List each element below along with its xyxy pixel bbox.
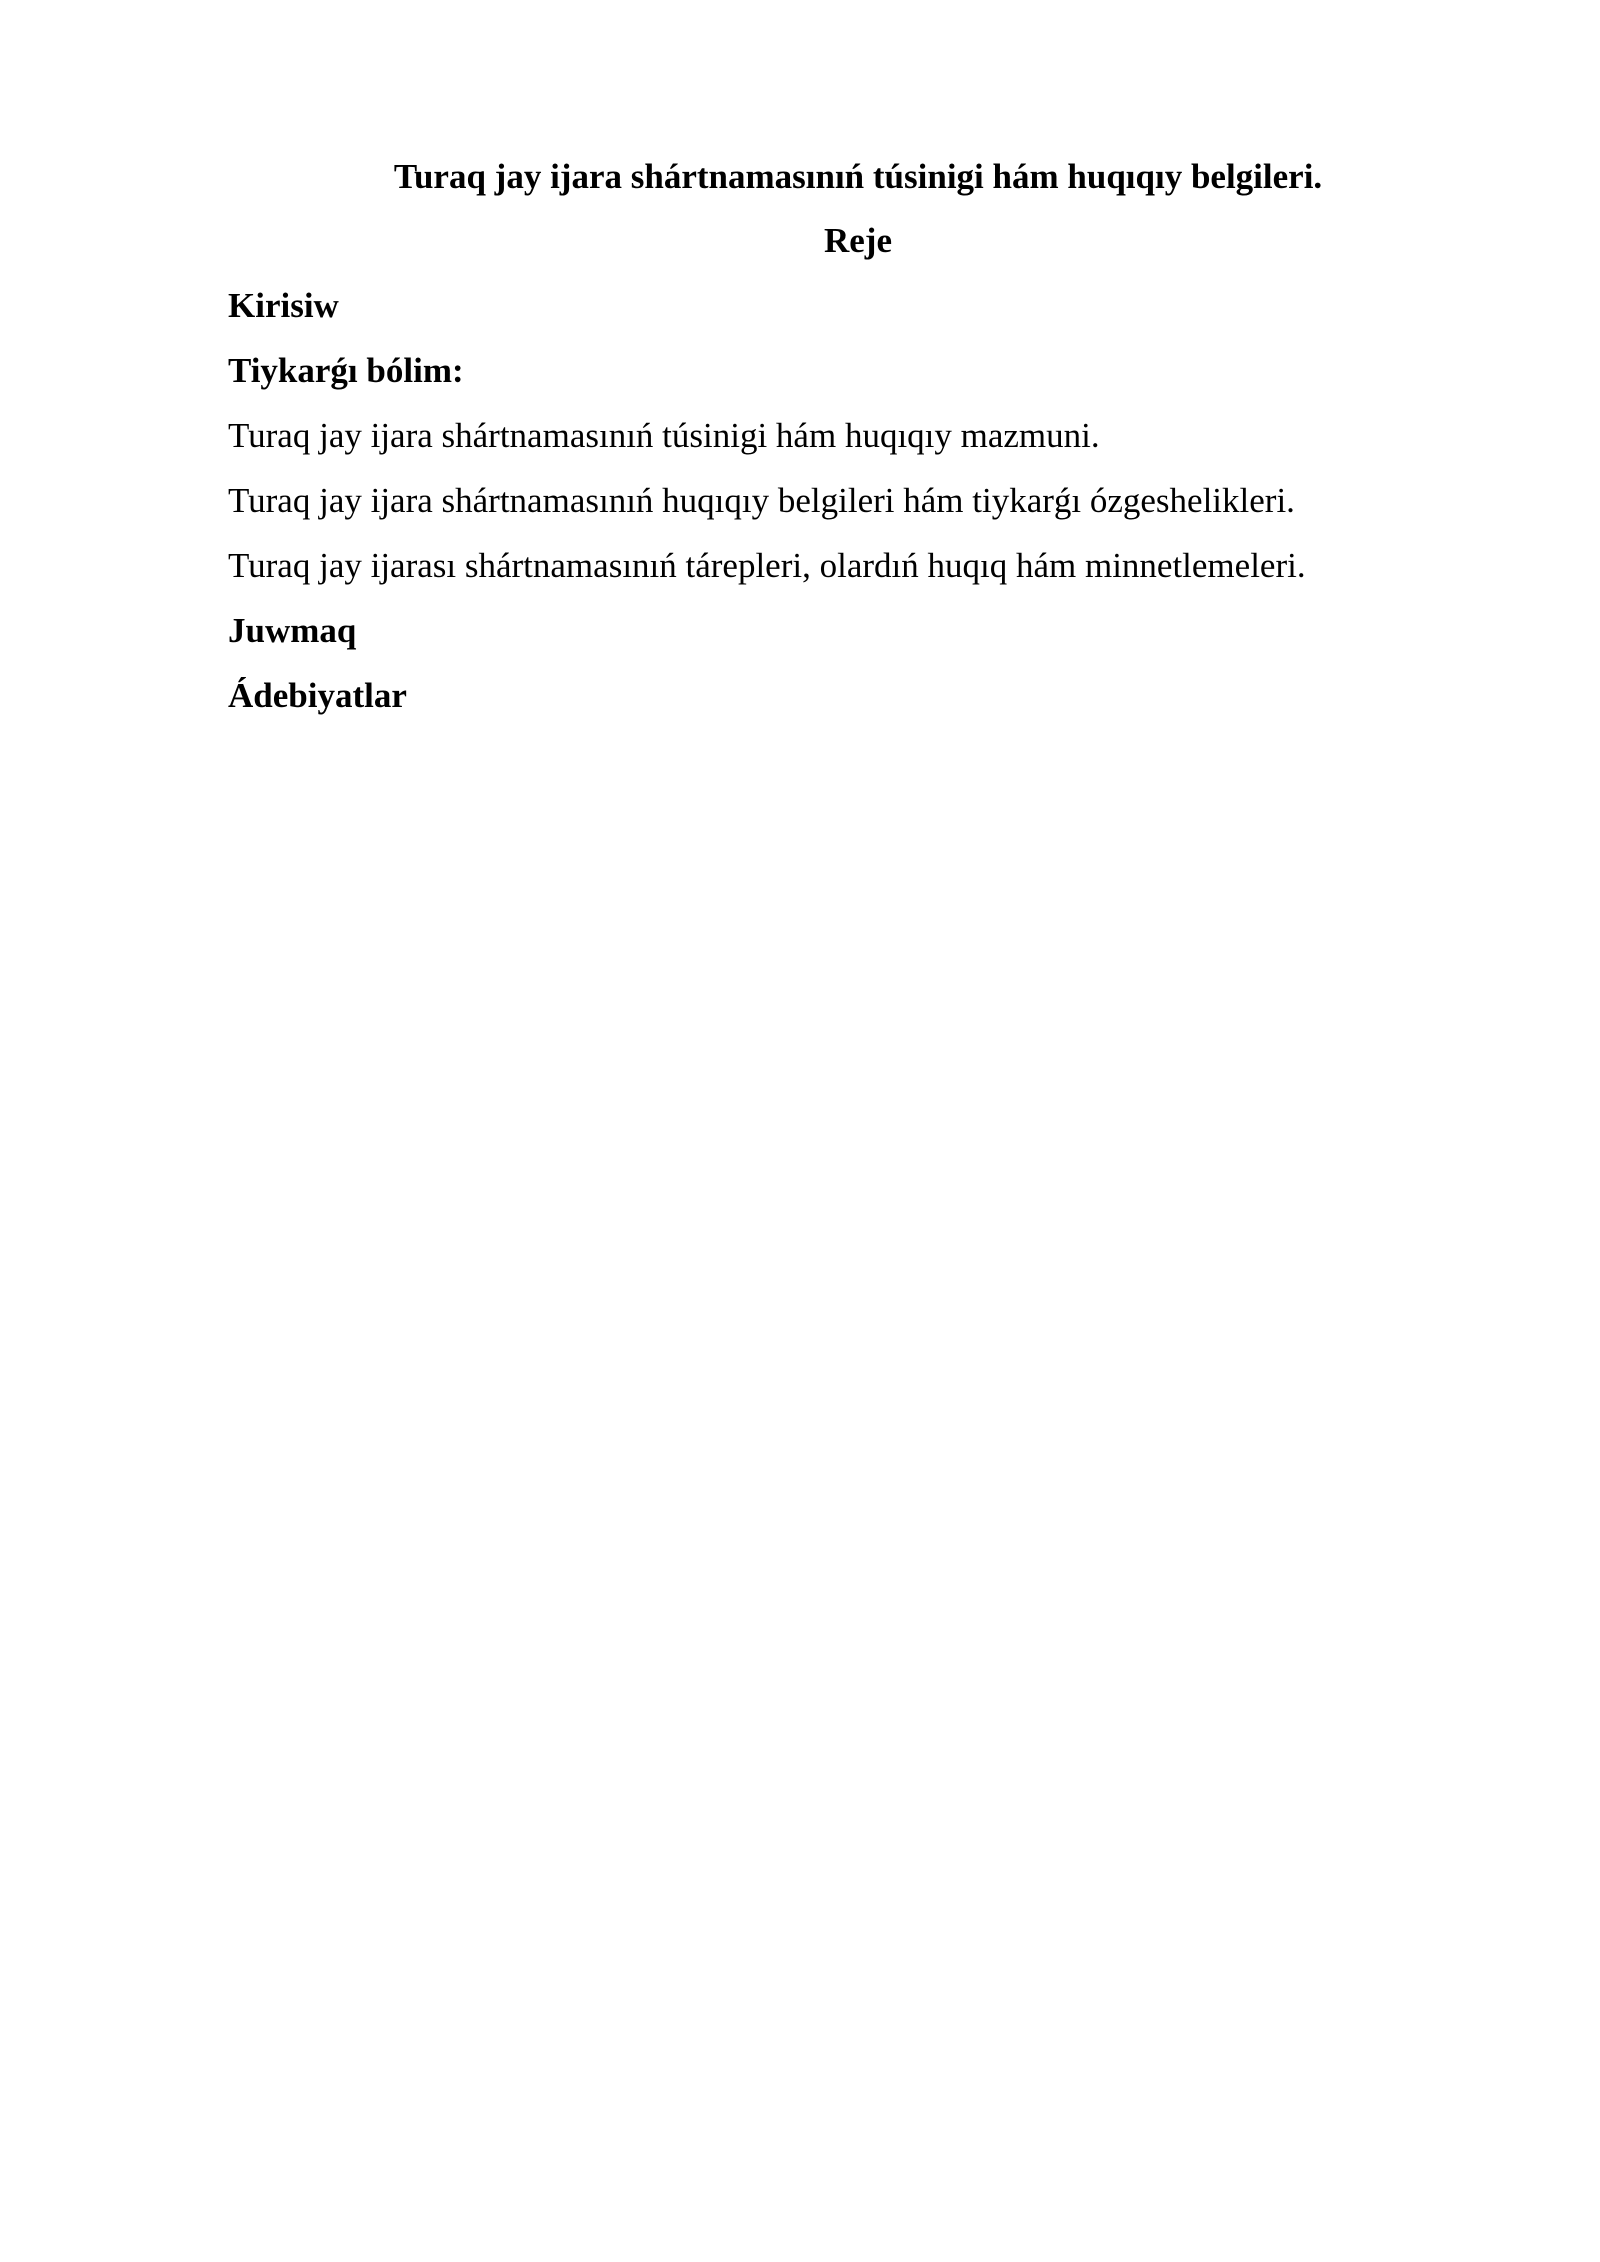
outline-item-references: Ádebiyatlar	[228, 676, 407, 715]
outline-item-introduction: Kirisiw	[228, 286, 339, 325]
outline-item-section-2: Turaq jay ijara shártnamasınıń huqıqıy belgileri hám tiykarǵı ózgeshelikleri.	[228, 481, 1295, 520]
plan-heading: Reje	[823, 221, 892, 260]
outline-item-section-1: Turaq jay ijara shártnamasınıń túsinigi hám huqıqıy mazmuni.	[228, 416, 1100, 455]
outline-item-section-3: Turaq jay ijarası shártnamasınıń tárepleri, olardıń huqıq hám minnetlemeleri.	[228, 546, 1306, 585]
document-title: Turaq jay ijara shártnamasınıń túsinigi hám huqıqıy belgileri.	[393, 157, 1323, 196]
outline-item-main-part: Tiykarǵı bólim:	[228, 351, 464, 390]
plan-outline	[228, 273, 1488, 728]
outline-item-conclusion: Juwmaq	[228, 611, 357, 650]
